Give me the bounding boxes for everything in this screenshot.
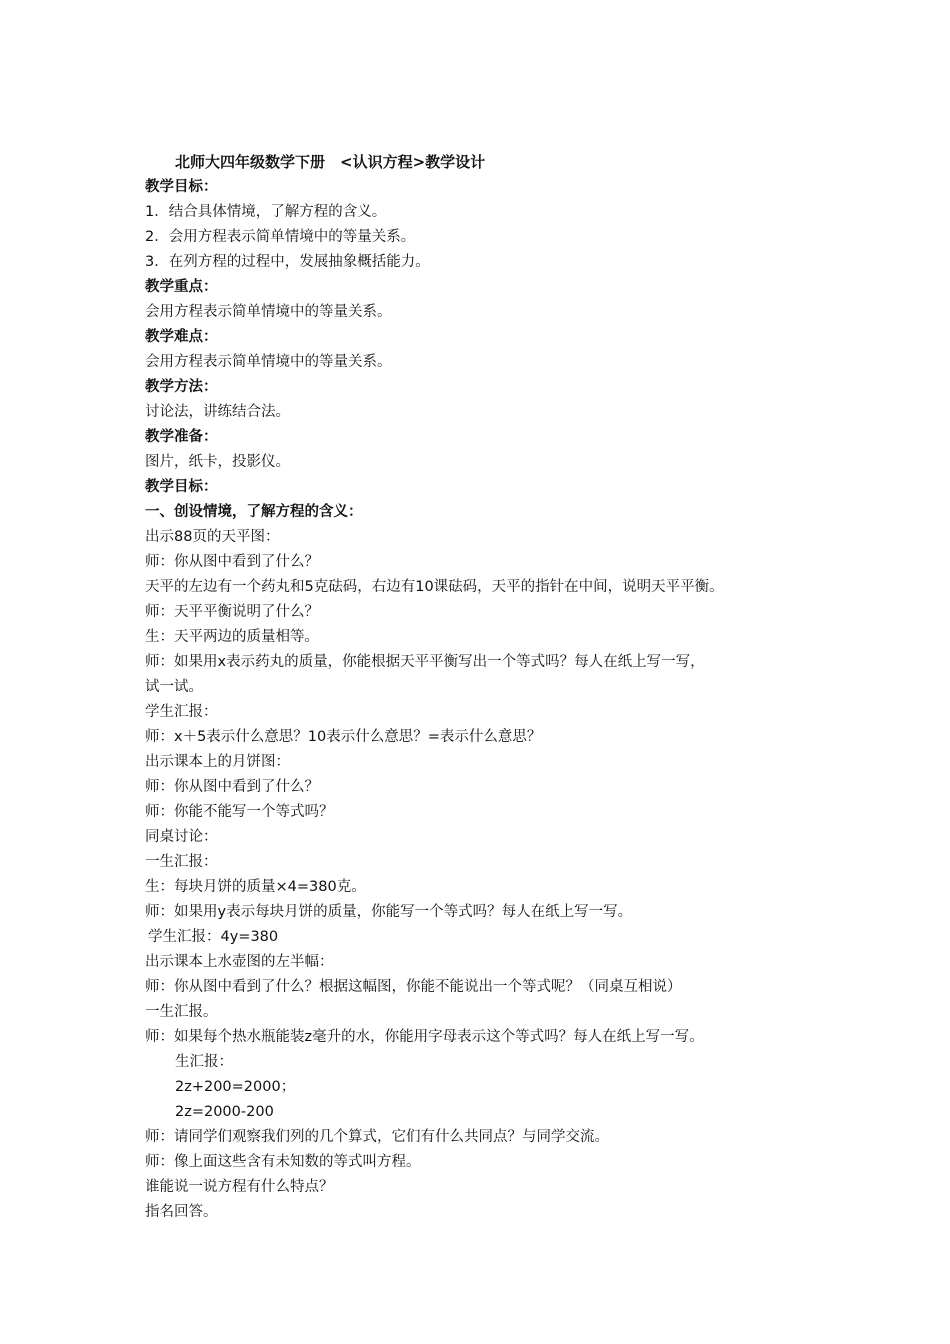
body-line: 指名回答。 (145, 1204, 218, 1220)
section-heading-1: 一、创设情境，了解方程的含义： (145, 504, 363, 520)
heading-methods: 教学方法： (145, 379, 218, 395)
body-line: 师：如果每个热水瓶能装z毫升的水，你能用字母表示这个等式吗？每人在纸上写一写。 (145, 1029, 704, 1045)
preparation-text: 图片，纸卡，投影仪。 (145, 454, 290, 470)
body-line: 学生汇报：4y=380 (148, 929, 279, 945)
difficulties-text: 会用方程表示简单情境中的等量关系。 (145, 354, 392, 370)
heading-difficulties: 教学难点： (145, 329, 218, 345)
body-line: 师：x＋5表示什么意思？10表示什么意思？=表示什么意思？ (145, 729, 542, 745)
body-line: 师：你从图中看到了什么？根据这幅图，你能不能说出一个等式呢？（同桌互相说） (145, 979, 682, 995)
body-line: 同桌讨论： (145, 829, 218, 845)
heading-teaching-goals: 教学目标： (145, 179, 218, 195)
equation-line: 2z=2000-200 (175, 1104, 274, 1120)
body-line: 师：像上面这些含有未知数的等式叫方程。 (145, 1154, 421, 1170)
body-line: 天平的左边有一个药丸和5克砝码，右边有10课砝码，天平的指针在中间，说明天平平衡。 (145, 579, 724, 595)
body-line: 生：每块月饼的质量×4=380克。 (145, 879, 366, 895)
body-line: 出示课本上水壶图的左半幅： (145, 954, 334, 970)
body-line: 出示课本上的月饼图： (145, 754, 290, 770)
body-line: 谁能说一说方程有什么特点？ (145, 1179, 334, 1195)
body-line: 师：你从图中看到了什么？ (145, 779, 319, 795)
goal-item-2: 2．会用方程表示简单情境中的等量关系。 (145, 229, 416, 245)
equation-line: 2z+200=2000； (175, 1079, 296, 1095)
body-line: 师：你从图中看到了什么？ (145, 554, 319, 570)
body-line: 学生汇报： (145, 704, 218, 720)
body-line: 生汇报： (175, 1054, 233, 1070)
body-line: 一生汇报： (145, 854, 218, 870)
body-line: 生：天平两边的质量相等。 (145, 629, 319, 645)
body-line: 师：请同学们观察我们列的几个算式，它们有什么共同点？与同学交流。 (145, 1129, 609, 1145)
body-line: 试一试。 (145, 679, 203, 695)
body-line: 一生汇报。 (145, 1004, 218, 1020)
body-line: 师：你能不能写一个等式吗？ (145, 804, 334, 820)
goal-item-3: 3．在列方程的过程中，发展抽象概括能力。 (145, 254, 430, 270)
heading-key-points: 教学重点： (145, 279, 218, 295)
body-line: 师：如果用y表示每块月饼的质量，你能写一个等式吗？每人在纸上写一写。 (145, 904, 633, 920)
document-title: 北师大四年级数学下册 <认识方程>教学设计 (175, 153, 486, 171)
heading-teaching-goals-2: 教学目标： (145, 479, 218, 495)
body-line: 师：天平平衡说明了什么？ (145, 604, 319, 620)
body-line: 师：如果用x表示药丸的质量，你能根据天平平衡写出一个等式吗？每人在纸上写一写， (145, 654, 705, 670)
body-line: 出示88页的天平图： (145, 529, 280, 545)
goal-item-1: 1．结合具体情境，了解方程的含义。 (145, 204, 387, 220)
key-points-text: 会用方程表示简单情境中的等量关系。 (145, 304, 392, 320)
methods-text: 讨论法，讲练结合法。 (145, 404, 290, 420)
heading-preparation: 教学准备： (145, 429, 218, 445)
